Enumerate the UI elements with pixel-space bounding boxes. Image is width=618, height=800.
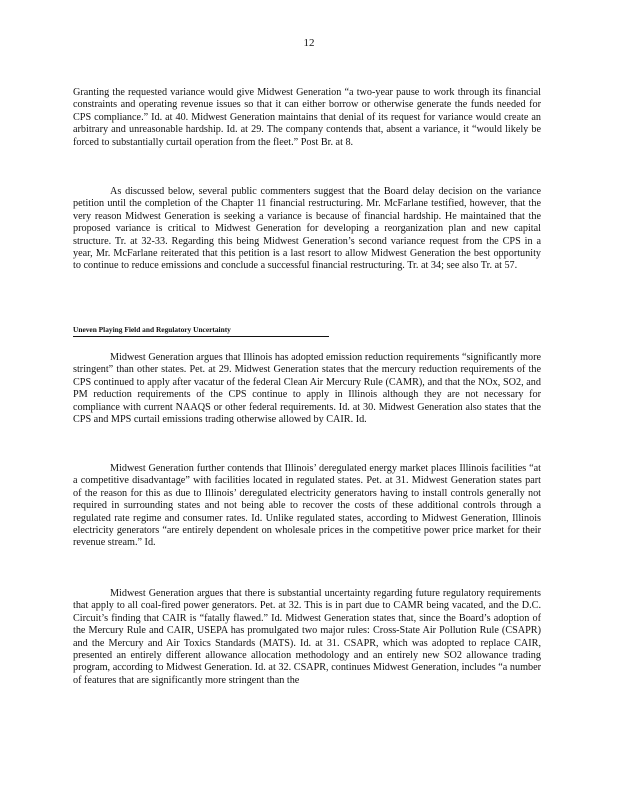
paragraph-3-text: Midwest Generation argues that Illinois has adopted emission reduction requirements “significantly more stringent” than other states. Pet. at 29. Midwest Generation states that the mercury reduction requirements of the CPS continued to apply after vacatur of the federal Clean Air Mercury Rule (CAMR), and that the NOx, SO2, and PM reduction requirements of the CPS continue to apply in Illinois although they are not necessary for compliance with current NAAQS or other federal requirements. Id. at 30. Midwest Generation also states that the CPS and MPS curtail emissions trading otherwise allowed by CAIR. Id. xyxy=(73,352,541,426)
paragraph-4-text: Midwest Generation further contends that Illinois’ deregulated energy market places Illinois facilities “at a competitive disadvantage” with facilities located in regulated states. Pet. at 31. Midwest Generation states part of the reason for this as due to Illinois’ deregulated electricity generators having to install controls generally not required in surrounding states and not being able to recover the costs of these additional controls through a regulated rate regime and consumer rates. Id. Unlike regulated states, according to Midwest Generation, Illinois electricity generators “are entirely dependent on wholesale prices in the competitive power price market for their revenue stream.” Id. xyxy=(73,463,541,549)
paragraph-1-text: Granting the requested variance would give Midwest Generation “a two-year pause to work through its financial constraints and operating revenue issues so that it can either borrow or otherwise generate the funds needed for CPS compliance.” Id. at 40. Midwest Generation maintains that denial of its request for variance would create an arbitrary and unreasonable hardship. Id. at 29. The company contends that, absent a variance, it “would likely be forced to substantially curtail operation from the fleet.” Post Br. at 8. xyxy=(73,87,541,148)
paragraph-4 xyxy=(73,463,541,550)
paragraph-2-text: As discussed below, several public commenters suggest that the Board delay decision on the variance petition until the completion of the Chapter 11 financial restructuring. Mr. McFarlane testified, however, that the very reason Midwest Generation is seeking a variance is because of financial hardship. He maintained that the proposed variance is critical to Midwest Generation for developing a reorganization plan and new capital structure. Tr. at 32-33. Regarding this being Midwest Generation’s second variance request from the CPS in a year, Mr. McFarlane reiterated that this petition is a last resort to allow Midwest Generation the best opportunity to continue to reduce emissions and conclude a successful financial restructuring. Tr. at 34; see also Tr. at 57. xyxy=(73,186,541,272)
paragraph-2 xyxy=(73,186,541,273)
paragraph-5-text: Midwest Generation argues that there is substantial uncertainty regarding future regulatory requirements that apply to all coal-fired power generators. Pet. at 32. This is in part due to CAMR being vacated, and the D.C. Circuit’s finding that CAIR is “fatally flawed.” Id. Midwest Generation states that, since the Board’s adoption of the Mercury Rule and CAIR, USEPA has promulgated two major rules: Cross-State Air Pollution Rule (CSAPR) and the Mercury and Air Toxics Standards (MATS). Id. at 31. CSAPR, which was adopted to replace CAIR, presented an entirely different allowance allocation methodology and an entirely new SO2 allowance trading program, according to Midwest Generation. Id. at 32. CSAPR, continues Midwest Generation, includes “a number of features that are significantly more stringent than the xyxy=(73,588,541,686)
section-heading: Uneven Playing Field and Regulatory Uncertainty xyxy=(73,325,329,337)
page-number: 12 xyxy=(303,37,315,49)
paragraph-5 xyxy=(73,588,541,687)
paragraph-1 xyxy=(73,87,541,149)
paragraph-3 xyxy=(73,352,541,426)
